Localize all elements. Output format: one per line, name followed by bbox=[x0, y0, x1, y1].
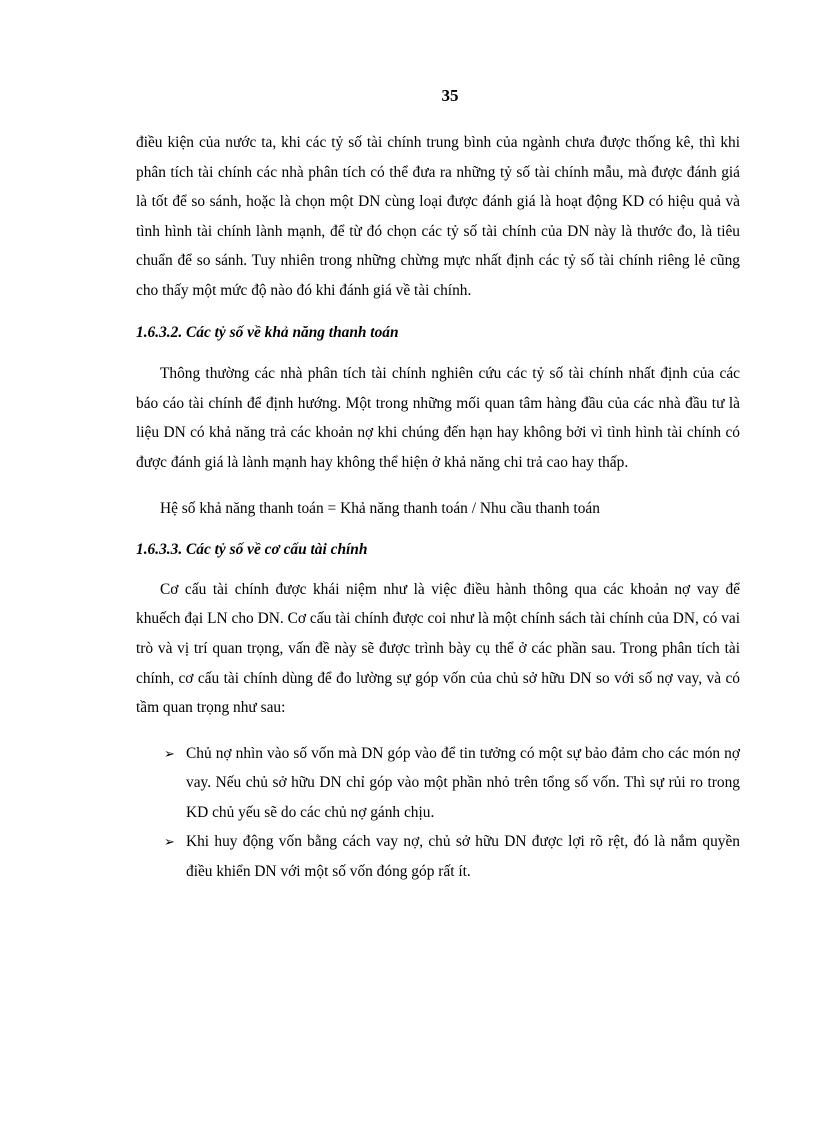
section-heading-1632: 1.6.3.2. Các tỷ số về khả năng thanh toán bbox=[136, 323, 399, 341]
bullet-text: Khi huy động vốn bằng cách vay nợ, chủ sở hữu DN được lợi rõ rệt, đó là nắm quyền điều khiển DN với một số vốn đóng góp rất ít. bbox=[186, 833, 740, 881]
bullet-text: Chủ nợ nhìn vào số vốn mà DN góp vào để tin tưởng có một sự bảo đảm cho các món nợ vay. Nếu chủ sở hữu DN chỉ góp vào một phần nhỏ trên tổng số vốn. Thì sự rủi ro trong KD chủ yếu sẽ do các chủ nợ gánh chịu. bbox=[186, 744, 740, 821]
page-number: 35 bbox=[441, 86, 459, 105]
bullet-list bbox=[136, 739, 740, 887]
arrow-bullet-icon: ➢ bbox=[164, 745, 175, 761]
bullet-item bbox=[136, 827, 740, 886]
page-content bbox=[136, 128, 740, 887]
arrow-bullet-icon: ➢ bbox=[164, 834, 175, 850]
section-1632-paragraph: Thông thường các nhà phân tích tài chính nghiên cứu các tỷ số tài chính nhất định của các báo cáo tài chính để định hướng. Một trong những mối quan tâm hàng đầu của các nhà đầu tư là liệu DN có khả năng trả các khoản nợ khi chúng đến hạn hay không bởi vì tình hình tài chính có được đánh giá là lành mạnh hay không thể hiện ở khả năng chi trả cao hay thấp. bbox=[136, 365, 740, 471]
section-1633-paragraph: Cơ cấu tài chính được khái niệm như là việc điều hành thông qua các khoản nợ vay để khuếch đại LN cho DN. Cơ cấu tài chính được coi như là một chính sách tài chính của DN, có vai trò và vị trí quan trọng, vấn đề này sẽ được trình bày cụ thể ở các phần sau. Trong phân tích tài chính, cơ cấu tài chính dùng để đo lường sự góp vốn của chủ sở hữu DN so với số nợ vay, và có tầm quan trọng như sau: bbox=[136, 580, 740, 717]
formula-line: Hệ số khả năng thanh toán = Khả năng thanh toán / Nhu cầu thanh toán bbox=[160, 499, 600, 517]
intro-paragraph: điều kiện của nước ta, khi các tỷ số tài chính trung bình của ngành chưa được thống kê, thì khi phân tích tài chính các nhà phân tích có thể đưa ra những tỷ số tài chính mẫu, mà được đánh giá là tốt để so sánh, hoặc là chọn một DN cùng loại được đánh giá là hoạt động KD có hiệu quả và tình hình tài chính lành mạnh, để từ đó chọn các tỷ số tài chính của DN này là thước đo, là tiêu chuẩn để so sánh. Tuy nhiên trong những chừng mực nhất định các tỷ số tài chính riêng lẻ cũng cho thấy một mức độ nào đó khi đánh giá về tài chính. bbox=[136, 134, 740, 299]
section-heading-1633: 1.6.3.3. Các tỷ số về cơ cấu tài chính bbox=[136, 541, 368, 559]
bullet-item bbox=[136, 739, 740, 828]
